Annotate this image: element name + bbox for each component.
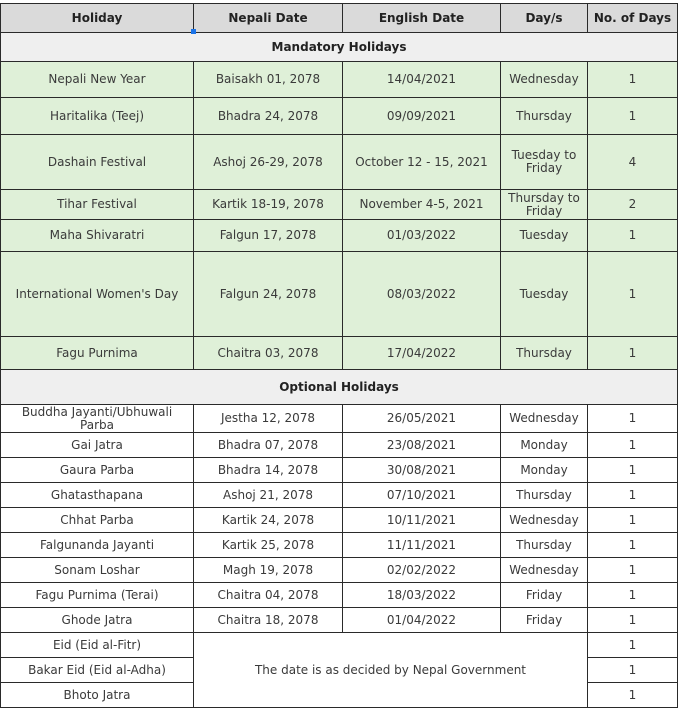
cell-holiday[interactable]: Nepali New Year — [1, 62, 194, 98]
cell-english-date[interactable]: 18/03/2022 — [343, 583, 501, 608]
cell-day[interactable]: Thursday — [501, 337, 588, 370]
cell-nepali-date[interactable]: Chaitra 04, 2078 — [194, 583, 343, 608]
header-days-of-week[interactable]: Day/s — [501, 4, 588, 33]
cell-count[interactable]: 1 — [588, 220, 678, 252]
cell-nepali-date[interactable]: Bhadra 24, 2078 — [194, 98, 343, 135]
table-row — [1, 633, 678, 658]
cell-count[interactable]: 1 — [588, 337, 678, 370]
table-row — [1, 405, 678, 433]
cell-count[interactable]: 1 — [588, 658, 678, 683]
cell-holiday[interactable]: Fagu Purnima (Terai) — [1, 583, 194, 608]
table-row — [1, 98, 678, 135]
header-row — [1, 4, 678, 33]
cell-nepali-date[interactable]: Chaitra 18, 2078 — [194, 608, 343, 633]
table-row — [1, 190, 678, 220]
cell-day[interactable]: Wednesday — [501, 405, 588, 433]
cell-english-date[interactable]: 01/03/2022 — [343, 220, 501, 252]
cell-holiday[interactable]: Gaura Parba — [1, 458, 194, 483]
cell-count[interactable]: 1 — [588, 683, 678, 708]
cell-nepali-date[interactable]: Kartik 18-19, 2078 — [194, 190, 343, 220]
cell-count[interactable]: 1 — [588, 62, 678, 98]
cell-holiday[interactable]: Maha Shivaratri — [1, 220, 194, 252]
cell-holiday[interactable]: Haritalika (Teej) — [1, 98, 194, 135]
cell-day[interactable]: Friday — [501, 583, 588, 608]
cell-english-date[interactable]: 08/03/2022 — [343, 252, 501, 337]
cell-english-date[interactable]: 30/08/2021 — [343, 458, 501, 483]
cell-count[interactable]: 1 — [588, 608, 678, 633]
cell-day[interactable]: Thursday — [501, 533, 588, 558]
cell-nepali-date[interactable]: Magh 19, 2078 — [194, 558, 343, 583]
cell-english-date[interactable]: 07/10/2021 — [343, 483, 501, 508]
cell-nepali-date[interactable]: Falgun 17, 2078 — [194, 220, 343, 252]
section-row-optional — [1, 370, 678, 405]
cell-holiday[interactable]: Tihar Festival — [1, 190, 194, 220]
cell-holiday[interactable]: Gai Jatra — [1, 433, 194, 458]
cell-holiday[interactable]: Dashain Festival — [1, 135, 194, 190]
cell-count[interactable]: 1 — [588, 558, 678, 583]
cell-nepali-date[interactable]: Bhadra 14, 2078 — [194, 458, 343, 483]
cell-nepali-date[interactable]: Kartik 24, 2078 — [194, 508, 343, 533]
table-row — [1, 558, 678, 583]
cell-nepali-date[interactable]: Ashoj 26-29, 2078 — [194, 135, 343, 190]
cell-holiday[interactable]: Bhoto Jatra — [1, 683, 194, 708]
cell-english-date[interactable]: October 12 - 15, 2021 — [343, 135, 501, 190]
cell-english-date[interactable]: 11/11/2021 — [343, 533, 501, 558]
cell-count[interactable]: 4 — [588, 135, 678, 190]
section-row-mandatory — [1, 33, 678, 62]
cell-english-date[interactable]: 14/04/2021 — [343, 62, 501, 98]
table-row — [1, 62, 678, 98]
cell-count[interactable]: 1 — [588, 458, 678, 483]
cell-day[interactable]: Monday — [501, 433, 588, 458]
cell-english-date[interactable]: 26/05/2021 — [343, 405, 501, 433]
cell-holiday[interactable]: International Women's Day — [1, 252, 194, 337]
cell-count[interactable]: 2 — [588, 190, 678, 220]
cell-count[interactable]: 1 — [588, 98, 678, 135]
table-row — [1, 483, 678, 508]
table-row — [1, 337, 678, 370]
table-row — [1, 458, 678, 483]
cell-holiday[interactable]: Ghatasthapana — [1, 483, 194, 508]
cell-nepali-date[interactable]: Baisakh 01, 2078 — [194, 62, 343, 98]
cell-holiday[interactable]: Ghode Jatra — [1, 608, 194, 633]
cell-nepali-date[interactable]: Bhadra 07, 2078 — [194, 433, 343, 458]
header-nepali-date[interactable]: Nepali Date — [194, 4, 343, 33]
cell-nepali-date[interactable]: Ashoj 21, 2078 — [194, 483, 343, 508]
cell-count[interactable]: 1 — [588, 508, 678, 533]
table-row — [1, 433, 678, 458]
cell-nepali-date[interactable]: Chaitra 03, 2078 — [194, 337, 343, 370]
holiday-table — [0, 3, 678, 708]
cell-day[interactable]: Wednesday — [501, 558, 588, 583]
cell-day[interactable]: Wednesday — [501, 62, 588, 98]
cell-day[interactable]: Wednesday — [501, 508, 588, 533]
cell-nepali-date[interactable]: Falgun 24, 2078 — [194, 252, 343, 337]
cell-day[interactable]: Tuesday — [501, 220, 588, 252]
cell-day[interactable]: Thursday to Friday — [501, 190, 588, 220]
cell-day[interactable]: Thursday — [501, 483, 588, 508]
cell-english-date[interactable]: 17/04/2022 — [343, 337, 501, 370]
cell-day[interactable]: Friday — [501, 608, 588, 633]
cell-holiday[interactable]: Eid (Eid al-Fitr) — [1, 633, 194, 658]
cell-english-date[interactable]: 10/11/2021 — [343, 508, 501, 533]
header-number-of-days[interactable]: No. of Days — [588, 4, 678, 33]
cell-count[interactable]: 1 — [588, 583, 678, 608]
table-row — [1, 583, 678, 608]
cell-count[interactable]: 1 — [588, 405, 678, 433]
cell-count[interactable]: 1 — [588, 483, 678, 508]
table-row — [1, 135, 678, 190]
section-title-optional[interactable]: Optional Holidays — [1, 370, 678, 405]
cell-nepali-date[interactable]: Jestha 12, 2078 — [194, 405, 343, 433]
section-title-mandatory[interactable]: Mandatory Holidays — [1, 33, 678, 62]
cell-selection-handle[interactable] — [191, 29, 196, 34]
cell-day[interactable]: Monday — [501, 458, 588, 483]
cell-english-date[interactable]: 02/02/2022 — [343, 558, 501, 583]
cell-count[interactable]: 1 — [588, 252, 678, 337]
cell-english-date[interactable]: 23/08/2021 — [343, 433, 501, 458]
government-note-cell[interactable]: The date is as decided by Nepal Government — [194, 633, 588, 708]
cell-holiday[interactable]: Falgunanda Jayanti — [1, 533, 194, 558]
table-row — [1, 533, 678, 558]
cell-holiday[interactable]: Sonam Loshar — [1, 558, 194, 583]
cell-day[interactable]: Tuesday to Friday — [501, 135, 588, 190]
cell-english-date[interactable]: November 4-5, 2021 — [343, 190, 501, 220]
cell-day[interactable]: Thursday — [501, 98, 588, 135]
table-row — [1, 608, 678, 633]
cell-english-date[interactable]: 01/04/2022 — [343, 608, 501, 633]
cell-holiday[interactable]: Fagu Purnima — [1, 337, 194, 370]
cell-holiday[interactable]: Chhat Parba — [1, 508, 194, 533]
table-row — [1, 220, 678, 252]
cell-day[interactable]: Tuesday — [501, 252, 588, 337]
cell-holiday[interactable]: Buddha Jayanti/Ubhuwali Parba — [1, 405, 194, 433]
header-holiday[interactable]: Holiday — [1, 4, 194, 33]
table-row — [1, 252, 678, 337]
cell-nepali-date[interactable]: Kartik 25, 2078 — [194, 533, 343, 558]
cell-count[interactable]: 1 — [588, 633, 678, 658]
header-english-date[interactable]: English Date — [343, 4, 501, 33]
cell-english-date[interactable]: 09/09/2021 — [343, 98, 501, 135]
cell-count[interactable]: 1 — [588, 533, 678, 558]
table-row — [1, 508, 678, 533]
cell-holiday[interactable]: Bakar Eid (Eid al-Adha) — [1, 658, 194, 683]
cell-count[interactable]: 1 — [588, 433, 678, 458]
